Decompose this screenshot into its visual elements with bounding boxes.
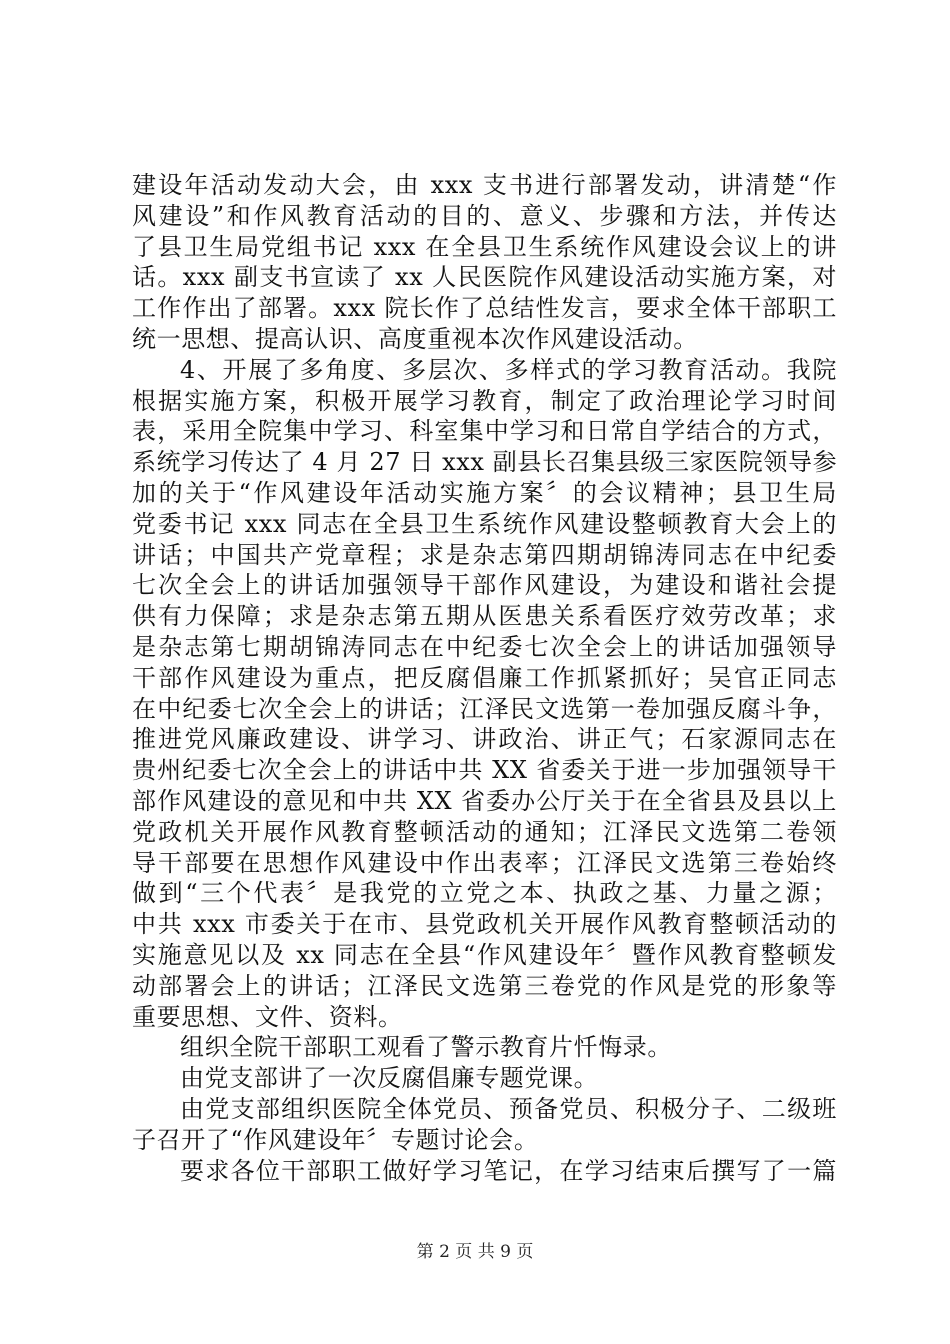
paragraph-first-line: 组织全院干部职工观看了警示教育片忏悔录。 [180, 1033, 672, 1062]
text-line: 系统学习传达了 4 月 27 日 xxx 副县长召集县级三家医院领导参 [132, 448, 838, 477]
text-line: 表，采用全院集中学习、科室集中学习和日常自学结合的方式， [132, 417, 837, 446]
text-line: 供有力保障；求是杂志第五期从医患关系看医疗效劳改革；求 [132, 602, 837, 631]
text-line: 统一思想、提高认识、高度重视本次作风建设活动。 [132, 324, 698, 353]
text-line: 是杂志第七期胡锦涛同志在中纪委七次全会上的讲话加强领导 [132, 632, 837, 661]
text-line: 实施意见以及 xx 同志在全县“作风建设年〞暨作风教育整顿发 [132, 940, 837, 969]
text-line: 建设年活动发动大会，由 xxx 支书进行部署发动，讲清楚“作 [132, 171, 837, 199]
text-line: 根据实施方案，积极开展学习教育，制定了政治理论学习时间 [132, 386, 837, 415]
text-line: 做到“三个代表〞是我党的立党之本、执政之基、力量之源； [132, 879, 837, 908]
text-line: 部作风建设的意见和中共 XX 省委办公厅关于在全省县及县以上 [132, 786, 837, 815]
text-line: 重要思想、文件、资料。 [132, 1002, 403, 1031]
text-line: 工作作出了部署。xxx 院长作了总结性发言，要求全体干部职工 [132, 294, 837, 323]
paragraph-first-line: 由党支部讲了一次反腐倡廉专题党课。 [180, 1064, 599, 1093]
text-line: 子召开了“作风建设年〞专题讨论会。 [132, 1125, 539, 1154]
text-line: 七次全会上的讲话加强领导干部作风建设，为建设和谐社会提 [132, 571, 837, 600]
text-line: 中共 xxx 市委关于在市、县党政机关开展作风教育整顿活动的 [132, 910, 837, 939]
text-line: 干部作风建设为重点，把反腐倡廉工作抓紧抓好；吴官正同志 [132, 663, 837, 692]
text-line: 话。xxx 副支书宣读了 xx 人民医院作风建设活动实施方案，对 [132, 263, 837, 292]
text-line: 动部署会上的讲话；江泽民文选第三卷党的作风是党的形象等 [132, 971, 837, 1000]
text-line: 贵州纪委七次全会上的讲话中共 XX 省委关于进一步加强领导干 [132, 756, 837, 785]
text-line: 推进党风廉政建设、讲学习、讲政治、讲正气；石家源同志在 [132, 725, 837, 754]
text-line: 了县卫生局党组书记 xxx 在全县卫生系统作风建设会议上的讲 [132, 232, 837, 261]
paragraph-first-line: 要求各位干部职工做好学习笔记，在学习结束后撰写了一篇 [180, 1156, 837, 1185]
text-line: 风建设”和作风教育活动的目的、意义、步骤和方法，并传达 [132, 201, 837, 230]
text-line: 党委书记 xxx 同志在全县卫生系统作风建设整顿教育大会上的 [132, 509, 837, 538]
document-body [132, 170, 837, 1186]
paragraph-first-line: 由党支部组织医院全体党员、预备党员、积极分子、二级班 [180, 1094, 837, 1123]
text-line: 在中纪委七次全会上的讲话；江泽民文选第一卷加强反腐斗争， [132, 694, 837, 723]
page-number-footer: 第 2 页 共 9 页 [416, 1242, 534, 1262]
text-line: 导干部要在思想作风建设中作出表率；江泽民文选第三卷始终 [132, 848, 837, 877]
text-line: 党政机关开展作风教育整顿活动的通知；江泽民文选第二卷领 [132, 817, 837, 846]
text-line: 加的关于“作风建设年活动实施方案〞的会议精神；县卫生局 [132, 478, 837, 507]
paragraph-first-line: 4、开展了多角度、多层次、多样式的学习教育活动。我院 [180, 355, 837, 384]
text-line: 讲话；中国共产党章程；求是杂志第四期胡锦涛同志在中纪委 [132, 540, 837, 569]
